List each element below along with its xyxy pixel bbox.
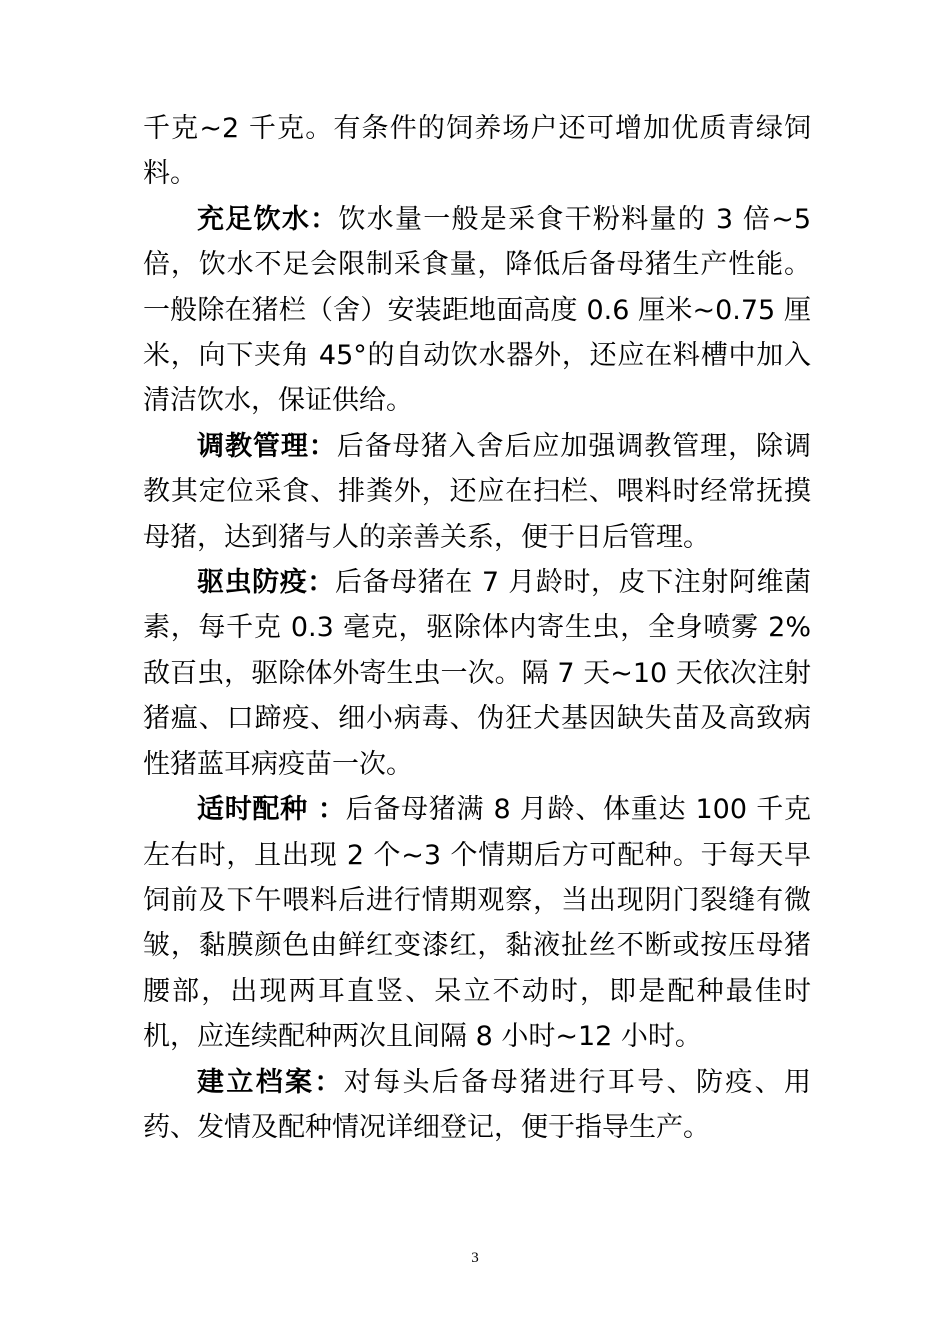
paragraph-text: 千克~2 千克。有条件的饲养场户还可增加优质青绿饲料。 <box>143 113 811 190</box>
section-heading-adequate-water: 充足饮水： <box>197 203 339 235</box>
paragraph-text: 后备母猪入舍后应加强调教管理，除调教其定位采食、排粪外，还应在扫栏、喂料时经常抚摸母猪，达到猪与人的亲善关系，便于日后管理。 <box>143 430 812 553</box>
page-number: 3 <box>471 1250 479 1266</box>
paragraph-feed-continuation <box>143 106 811 197</box>
paragraph-deworming-vaccination <box>143 560 811 787</box>
paragraph-training-management <box>143 424 811 560</box>
paragraph-text: 饮水量一般是采食干粉料量的 3 倍~5 倍，饮水不足会限制采食量，降低后备母猪生产性能。一般除在猪栏（舍）安装距地面高度 0.6 厘米~0.75 厘米，向下夹角 45°的自动饮水器外，还应在料槽中加入清洁饮水，保证供给。 <box>143 203 812 417</box>
document-body <box>143 106 811 1150</box>
section-heading-record-keeping: 建立档案： <box>197 1066 344 1098</box>
section-heading-training-management: 调教管理： <box>197 430 337 462</box>
paragraph-adequate-water <box>143 197 811 424</box>
section-heading-deworming-vaccination: 驱虫防疫： <box>197 567 335 599</box>
paragraph-text: 后备母猪满 8 月龄、体重达 100 千克左右时，且出现 2 个~3 个情期后方可配种。于每天早饲前及下午喂料后进行情期观察，当出现阴门裂缝有微皱，黏膜颜色由鲜红变漆红，黏液扯丝不断或按压母猪腰部，出现两耳直竖、呆立不动时，即是配种最佳时机，应连续配种两次且间隔 8 小时~12 小时。 <box>143 794 811 1053</box>
paragraph-timely-breeding <box>143 787 811 1059</box>
paragraph-text: 对每头后备母猪进行耳号、防疫、用药、发情及配种情况详细登记，便于指导生产。 <box>143 1066 811 1143</box>
paragraph-record-keeping <box>143 1060 811 1151</box>
paragraph-text: 后备母猪在 7 月龄时，皮下注射阿维菌素，每千克 0.3 毫克，驱除体内寄生虫，全身喷雾 2%敌百虫，驱除体外寄生虫一次。隔 7 天~10 天依次注射猪瘟、口蹄疫、细小病毒、伪狂犬基因缺失苗及高致病性猪蓝耳病疫苗一次。 <box>143 567 812 780</box>
section-heading-timely-breeding: 适时配种 ： <box>197 794 346 826</box>
